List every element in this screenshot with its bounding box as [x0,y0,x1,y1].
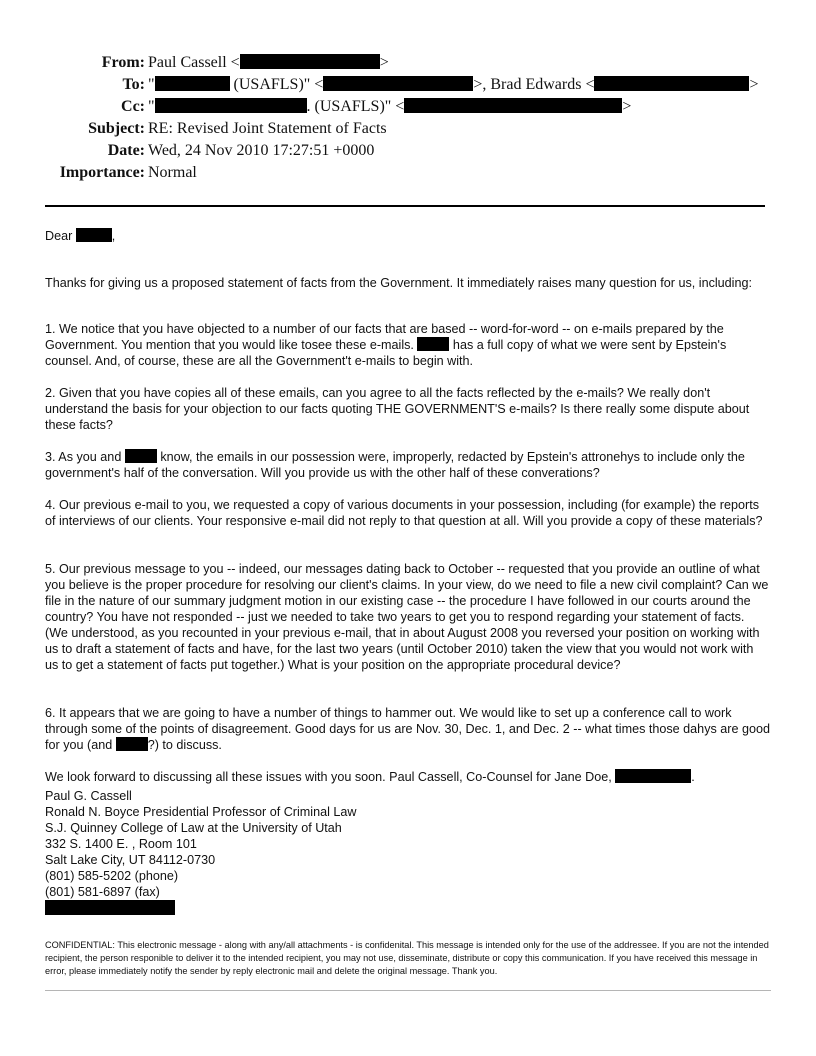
redacted-name [615,769,691,783]
signature-line: (801) 581-6897 (fax) [45,885,160,899]
cc-close: > [622,98,632,115]
to-close: > [749,76,759,93]
header-divider [45,205,765,207]
signature-line: S.J. Quinney College of Law at the University of Utah [45,821,342,835]
importance-value: Normal [148,164,197,181]
redacted-name [116,737,148,751]
cc-value-2: . (USAFLS)" < [306,98,405,115]
to-label: To: [122,76,145,93]
paragraph-2: 2. Given that you have copies all of these emails, can you agree to all the facts reflected by the e-mails? We really don't understand the basis for your objection to our facts quoting THE GOVERNMENT'S e-mails? Is there really some dispute about these facts? [45,385,750,432]
importance-label: Importance: [59,164,145,181]
redacted-name [125,449,157,463]
cc-value-1: " [148,98,155,115]
to-value-2: (USAFLS)" < [229,76,324,93]
signature-line: Ronald N. Boyce Presidential Professor of Criminal Law [45,805,357,819]
subject-value: RE: Revised Joint Statement of Facts [148,120,387,137]
confidentiality-notice: CONFIDENTIAL: This electronic message - along with any/all attachments - is confidenital. This message is intended only for the use of the addressee. If you are not the intended recipient, the person responible to deliver it to the intended recipient, you may not use, disseminate, distribute or copy this communication. If you have received this message in error, please immediately notify the sender by reply electronic mail and delete the original message. Thank you. [45,940,769,977]
signature-line: Salt Lake City, UT 84112-0730 [45,853,216,867]
paragraph-1: 1. We notice that you have objected to a number of our facts that are based -- word-for-word -- on e-mails prepared by the Government. You mention that you would like tosee these e-mails. has a full copy of what we were sent by Epstein's counsel. And, of course, these are all the Government't e-mails to begin with. [45,321,727,368]
from-label: From: [101,54,145,71]
closing-paragraph: We look forward to discussing all these issues with you soon. Paul Cassell, Co-Counsel for Jane Doe, . [45,769,695,784]
redacted-name [155,98,307,113]
paragraph-4: 4. Our previous e-mail to you, we requested a copy of various documents in your possession, including (for example) the reports of interviews of our clients. Your responsive e-mail did not reply to that question at all. Will you provide a copy of these materials? [45,497,763,528]
from-value: Paul Cassell < [148,54,240,71]
redacted-email [240,54,380,69]
intro-paragraph: Thanks for giving us a proposed statement of facts from the Government. It immediately raises many question for us, including: [45,275,752,290]
date-value: Wed, 24 Nov 2010 17:27:51 +0000 [148,142,375,159]
signature-block [45,788,356,917]
signature-line: (801) 585-5202 (phone) [45,869,179,883]
greeting: Dear , [45,229,116,243]
redacted-name [417,337,449,351]
signature-line: Paul G. Cassell [45,789,132,803]
date-label: Date: [107,142,145,159]
redacted-name [76,228,112,242]
redacted-name [155,76,230,91]
cc-label: Cc: [121,98,145,115]
to-value-3: >, Brad Edwards < [473,76,595,93]
paragraph-6: 6. It appears that we are going to have a number of things to hammer out. We would like to set up a conference call to work through some of the points of disagreement. Good days for us are Nov. 30, Dec. 1, and Dec. 2 -- what times those dahys are good for you (and ?) to discuss. [45,705,771,752]
footer-divider [45,990,771,991]
signature-line: 332 S. 1400 E. , Room 101 [45,837,197,851]
paragraph-5: 5. Our previous message to you -- indeed, our messages dating back to October -- requested that you provide an outline of what you believe is the proper procedure for resolving our client's claims. In your view, do we need to file a new civil complaint? Can we file in the nature of our summary judgment motion in our existing case -- the procedure I have followed in our courts around the country? You have not responded -- just we needed to take two years to get you to respond regarding your statement of facts. (We understood, as you recounted in your previous e-mail, that in about August 2008 you reversed your position on working with us to draft a statement of facts and have, for the last two years (until October 2010) taken the view that you would not work with us to get a statement of facts put together.) What is your position on the appropriate procedural device? [45,561,769,672]
redacted-email [45,900,175,915]
subject-label: Subject: [88,120,145,137]
redacted-email [404,98,622,113]
redacted-email [323,76,473,91]
redacted-email [594,76,749,91]
to-value-1: " [148,76,155,93]
paragraph-3: 3. As you and know, the emails in our possession were, improperly, redacted by Epstein's attronehys to include only the government's half of the conversation. Will you provide us with the other half of these converations? [45,449,745,480]
from-close: > [379,54,389,71]
